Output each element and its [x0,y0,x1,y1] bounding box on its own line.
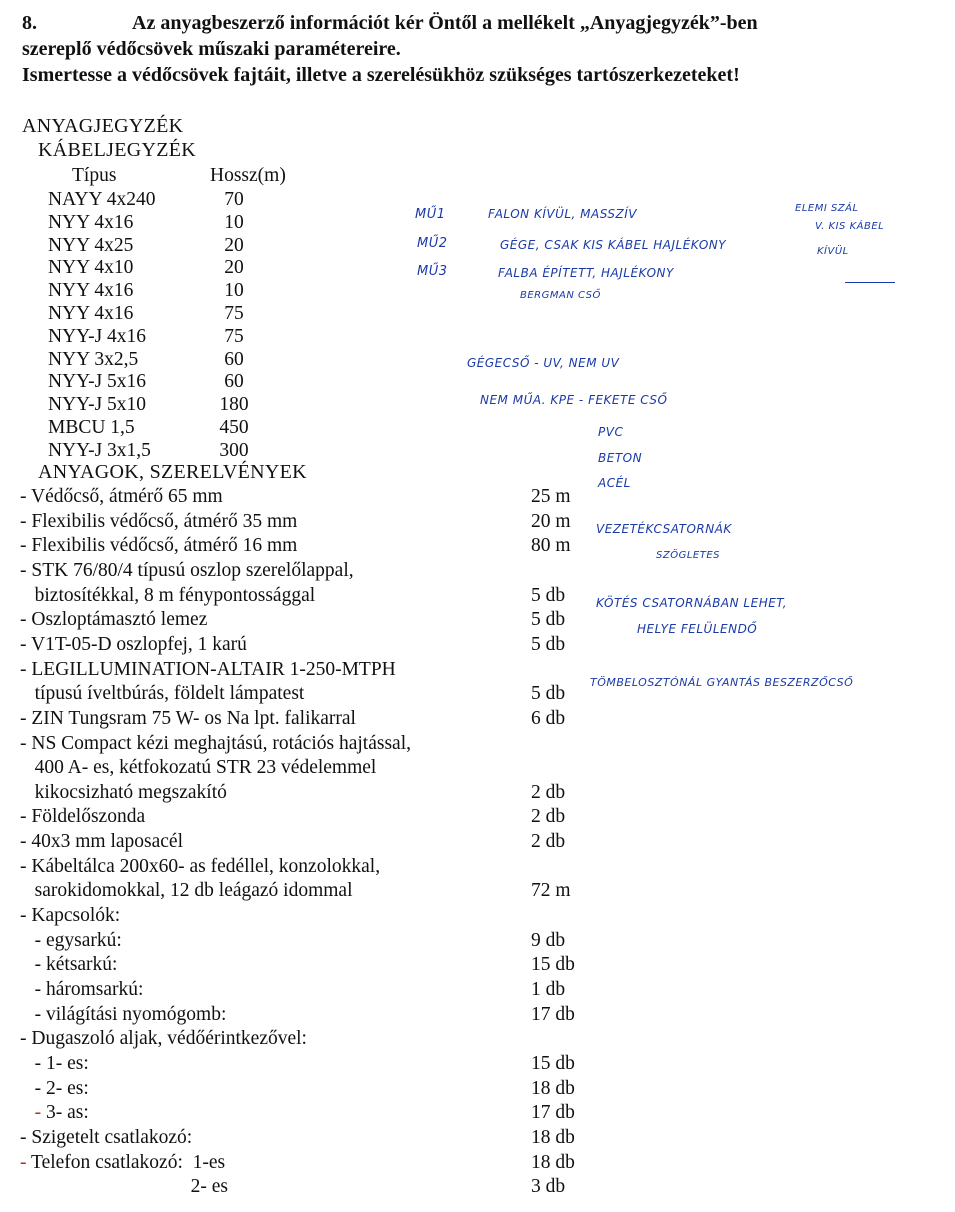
material-item-text: - LEGILLUMINATION-ALTAIR 1-250-MTPH [20,658,396,680]
hw-note-3: FALBA ÉPÍTETT, HAJLÉKONY [498,266,674,280]
material-item-quantity: 18 db [531,1077,575,1099]
material-item-quantity: 17 db [531,1102,575,1124]
material-item-text: - 1- es: [20,1052,89,1074]
hw-note-10: SZÖGLETES [656,550,720,561]
question-number: 8. [22,12,37,34]
material-list-title: ANYAGJEGYZÉK [22,115,184,137]
cable-length-cell: 450 [219,417,249,438]
hw-label-mu2: MŰ2 [417,236,448,251]
hw-note-13: TÖMBELOSZTÓNÁL GYANTÁS BESZERZŐCSŐ [590,676,854,689]
material-item-text: - ZIN Tungsram 75 W- os Na lpt. falikarral [20,707,356,729]
red-dash-marker: - [20,1151,27,1173]
material-item-quantity: 6 db [531,707,566,729]
hw-note-8: ACÉL [598,476,631,490]
material-item-quantity: 18 db [531,1126,575,1148]
material-item-quantity: 2 db [531,781,566,803]
material-item-text: - V1T-05-D oszlopfej, 1 karú [20,633,247,655]
cable-type-cell: NYY 4x25 [48,234,134,256]
material-item-quantity: 15 db [531,1052,575,1074]
question-line-1: 8. Az anyagbeszerző információt kér Öntől a mellékelt „Anyagjegyzék”-ben [22,12,758,34]
material-item-text: - Szigetelt csatlakozó: [20,1126,193,1148]
cable-length-cell: 300 [219,439,249,461]
column-header-length: Hossz(m) [210,165,286,186]
question-line-3: Ismertesse a védőcsövek fajtáit, illetve a szerelésükhöz szükséges tartószerkezeteket! [22,64,740,86]
column-header-type: Típus [72,165,117,186]
cable-type-cell: NYY-J 5x16 [48,371,147,393]
material-item-quantity: 80 m [531,535,571,557]
hw-note-2b: KÍVÜL [817,246,849,257]
hw-note-1c: V. KIS KÁBEL [815,221,885,232]
hw-note-3b: BERGMAN CSŐ [520,290,601,301]
hw-label-mu1: MŰ1 [415,207,446,222]
materials-title: ANYAGOK, SZERELVÉNYEK [38,461,307,483]
material-item-quantity: 72 m [531,880,571,902]
cable-type-cell: NYY-J 3x1,5 [48,439,151,461]
cable-length-cell: 180 [219,394,249,416]
material-item-text: - háromsarkú: [20,979,144,1000]
material-item-text: - kétsarkú: [20,954,118,976]
material-item-quantity: 18 db [531,1151,575,1173]
material-item-quantity: 3 db [531,1176,566,1198]
cable-type-cell: NYY 4x10 [48,257,134,279]
cable-type-cell: NYY 4x16 [48,303,134,324]
material-item-text: sarokidomokkal, 12 db leágazó idommal [20,880,353,902]
cable-length-cell: 20 [224,257,244,279]
material-item-text: - Dugaszoló aljak, védőérintkezővel: [20,1028,307,1050]
cable-type-cell: MBCU 1,5 [48,417,135,438]
cable-length-cell: 20 [224,234,244,256]
material-item-text: - NS Compact kézi meghajtású, rotációs hajtással, [20,732,411,754]
hw-note-6: PVC [598,425,624,439]
hw-label-mu3: MŰ3 [417,264,448,279]
hw-note-5: NEM MŰA. KPE - FEKETE CSŐ [480,393,668,407]
cable-type-cell: NYY 4x16 [48,211,134,233]
cable-type-cell: NYY 3x2,5 [48,348,139,370]
material-item-text: - Flexibilis védőcső, átmérő 16 mm [20,535,298,557]
material-item-quantity: 15 db [531,954,575,976]
material-item-quantity: 25 m [531,486,571,507]
material-item-text: - Kábeltálca 200x60- as fedéllel, konzolokkal, [20,855,381,877]
hw-underline [845,282,895,283]
material-item-text: - 40x3 mm laposacél [20,831,183,853]
material-item-quantity: 5 db [531,633,566,655]
material-item-text: típusú íveltbúrás, földelt lámpatest [20,683,305,705]
cable-length-cell: 10 [224,280,244,302]
material-item-text: - világítási nyomógomb: [20,1003,227,1025]
material-item-quantity: 9 db [531,929,566,951]
material-item-text: - STK 76/80/4 típusú oszlop szerelőlappal, [20,559,354,581]
cable-type-cell: NYY-J 4x16 [48,325,147,347]
material-item-text: - 3- as: [34,1102,89,1124]
material-item-quantity: 5 db [531,584,566,606]
material-item-text: 400 A- es, kétfokozatú STR 23 védelemmel [20,757,377,779]
hw-note-2: GÉGE, CSAK KIS KÁBEL HAJLÉKONY [500,238,727,252]
hw-note-12: HELYE FELÜLENDŐ [637,622,758,636]
material-item-text: - Földelőszonda [20,806,146,828]
cable-length-cell: 10 [224,211,244,233]
material-item-quantity: 5 db [531,609,566,631]
material-item-text: - Oszloptámasztó lemez [20,609,208,631]
question-line-2: szereplő védőcsövek műszaki paramétereire. [22,38,401,60]
material-item-text: - egysarkú: [20,929,122,951]
material-item-quantity: 17 db [531,1003,575,1025]
material-item-text: 2- es [20,1176,228,1198]
cable-type-cell: NYY-J 5x10 [48,394,147,416]
cable-type-cell: NAYY 4x240 [48,189,156,210]
material-item-quantity: 2 db [531,806,566,828]
material-item-quantity: 1 db [531,979,566,1000]
hw-note-9: VEZETÉKCSATORNÁK [596,522,732,536]
hw-note-4: GÉGECSŐ - UV, NEM UV [467,356,620,370]
material-item-text: - 2- es: [20,1077,89,1099]
hw-note-1: FALON KÍVÜL, MASSZÍV [488,207,638,221]
cable-type-cell: NYY 4x16 [48,280,134,302]
cable-length-cell: 70 [224,189,244,210]
cable-length-cell: 75 [224,303,244,324]
hw-note-11: KÖTÉS CSATORNÁBAN LEHET, [596,596,788,610]
hw-note-1b: ELEMI SZÁL [795,203,859,214]
material-item-text: kikocsizható megszakító [20,781,227,803]
cable-length-cell: 60 [224,371,244,393]
material-item-quantity: 2 db [531,831,566,853]
cable-list-title: KÁBELJEGYZÉK [38,139,197,161]
material-item-quantity: 5 db [531,683,566,705]
material-item-text: - Kapcsolók: [20,905,121,927]
material-item-text: biztosítékkal, 8 m fénypontossággal [20,584,316,606]
material-item-quantity: 20 m [531,510,571,532]
cable-length-cell: 60 [224,348,244,370]
material-item-text: - Telefon csatlakozó: 1-es [20,1151,226,1173]
cable-length-cell: 75 [224,325,244,347]
material-item-text: - Flexibilis védőcső, átmérő 35 mm [20,510,298,532]
red-dash-marker: - [34,1102,42,1124]
hw-note-7: BETON [598,451,643,465]
material-item-text: - Védőcső, átmérő 65 mm [20,486,223,507]
